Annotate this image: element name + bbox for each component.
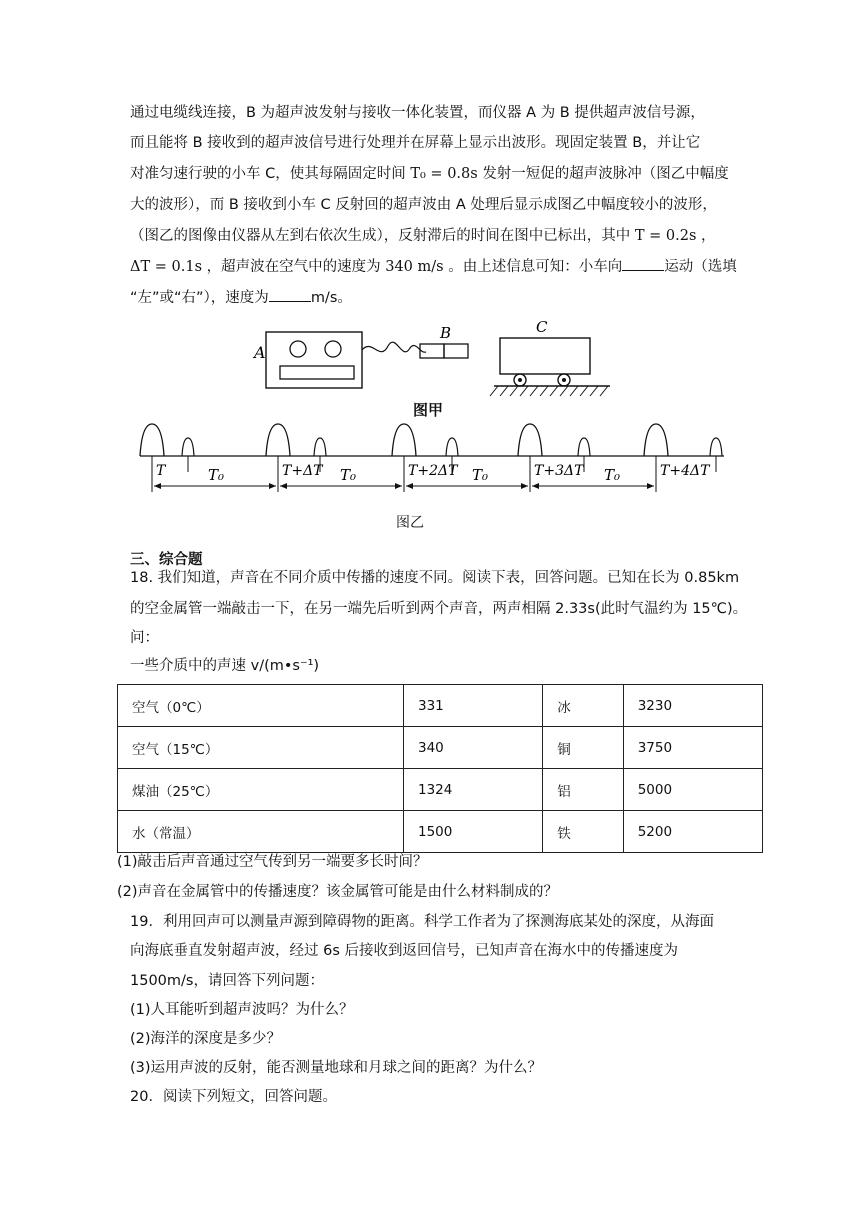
period-t0-formula: T₀ = 0.8s bbox=[410, 166, 478, 182]
intro-line-1: 通过电缆线连接，B 为超声波发射与接收一体化装置，而仪器 A 为 B 提供超声波信号源， bbox=[130, 105, 705, 121]
table-caption: 一些介质中的声速 v/(m•s⁻¹) bbox=[130, 658, 320, 674]
arrow-head-left bbox=[154, 483, 161, 489]
emitted-pulse bbox=[266, 424, 290, 456]
delay-label: T+ΔT bbox=[282, 463, 323, 479]
table-cell: 1324 bbox=[403, 769, 542, 811]
label-a: A bbox=[254, 343, 266, 362]
transducer-b-body bbox=[444, 344, 468, 358]
ground-hatching bbox=[490, 386, 608, 396]
q18-line-2: 的空金属管一端敲击一下，在另一端先后听到两个声音，两声相隔 2.33s(此时气温约为 15℃)。 bbox=[130, 601, 748, 617]
arrow-head-right bbox=[269, 483, 276, 489]
q18-line-3: 问： bbox=[130, 630, 159, 646]
arrow-head-right bbox=[647, 483, 654, 489]
intro-line-6 bbox=[130, 256, 737, 277]
table-row bbox=[118, 769, 763, 811]
intro-line-3-text-c: 发射一短促的超声波脉冲（图乙中幅度 bbox=[482, 166, 729, 182]
intro-line-7-text-a: “左”或“右”），速度为 bbox=[130, 290, 269, 306]
emitted-pulse bbox=[644, 424, 668, 456]
table-row bbox=[118, 727, 763, 769]
q20-line: 20．阅读下列短文，回答问题。 bbox=[130, 1089, 337, 1105]
transducer-b-head bbox=[420, 344, 444, 358]
t0-label: T₀ bbox=[340, 466, 357, 484]
label-c: C bbox=[536, 318, 548, 336]
table-cell: 3750 bbox=[623, 727, 762, 769]
table-cell: 水（常温） bbox=[118, 811, 404, 853]
sound-speed-table bbox=[117, 684, 763, 853]
q19-question-1: (1)人耳能听到超声波吗？为什么？ bbox=[130, 1002, 354, 1018]
intro-line-2: 而且能将 B 接收到的超声波信号进行处理并在屏幕上显示出波形。现固定装置 B，并让它 bbox=[130, 135, 701, 151]
figure-yi-waveform bbox=[130, 420, 730, 502]
intro-line-5-text-a: （图乙的图像由仪器从左到右依次生成），反射滞后的时间在图中已标出，其中 bbox=[130, 228, 631, 244]
table-cell: 冰 bbox=[543, 685, 623, 727]
intro-line-3 bbox=[130, 164, 729, 184]
q18-question-1: (1)敲击后声音通过空气传到另一端要多长时间？ bbox=[117, 854, 428, 870]
instrument-a-screen bbox=[280, 366, 354, 379]
table-cell: 铁 bbox=[543, 811, 623, 853]
intro-line-6-text-b: ，超声波在空气中的速度为 bbox=[206, 259, 381, 275]
arrow-head-right bbox=[521, 483, 528, 489]
arrow-head-right bbox=[395, 483, 402, 489]
instrument-a-knob-right bbox=[325, 341, 341, 357]
intro-line-4: 大的波形），而 B 接收到小车 C 反射回的超声波由 A 处理后显示成图乙中幅度较小的波形， bbox=[130, 197, 717, 213]
reflected-pulse bbox=[182, 438, 194, 456]
speed-answer-blank[interactable] bbox=[269, 287, 311, 302]
table-cell: 1500 bbox=[403, 811, 542, 853]
delay-label: T+3ΔT bbox=[534, 463, 584, 479]
arrow-head-left bbox=[532, 483, 539, 489]
emitted-pulse bbox=[518, 424, 542, 456]
instrument-a-knob-left bbox=[290, 341, 306, 357]
intro-line-3-text-a: 对准匀速行驶的小车 C，使其每隔固定时间 bbox=[130, 166, 406, 182]
q19-question-2: (2)海洋的深度是多少？ bbox=[130, 1031, 282, 1047]
reflected-pulse bbox=[578, 438, 590, 456]
reflected-pulse bbox=[446, 438, 458, 456]
q19-line-3: 1500m/s，请回答下列问题： bbox=[130, 973, 324, 989]
section-title: 三、综合题 bbox=[130, 552, 203, 568]
delay-label: T bbox=[156, 463, 166, 479]
q18-question-2: (2)声音在金属管中的传播速度？该金属管可能是由什么材料制成的？ bbox=[117, 884, 559, 900]
arrow-head-left bbox=[406, 483, 413, 489]
intro-line-5 bbox=[130, 226, 716, 246]
cart-c-body bbox=[500, 338, 590, 374]
t0-label: T₀ bbox=[208, 466, 225, 484]
delay-label: T+2ΔT bbox=[408, 463, 458, 479]
emitted-pulse bbox=[140, 424, 164, 456]
arrow-head-left bbox=[280, 483, 287, 489]
table-cell: 铝 bbox=[543, 769, 623, 811]
figure-jia-caption: 图甲 bbox=[413, 401, 444, 419]
table-cell: 空气（15℃） bbox=[118, 727, 404, 769]
table-row bbox=[118, 685, 763, 727]
reflected-pulse bbox=[314, 438, 326, 456]
cable bbox=[362, 342, 426, 352]
q18-line-1: 18. 我们知道，声音在不同介质中传播的速度不同。阅读下表，回答问题。已知在长为 0.85km bbox=[130, 570, 740, 586]
table-cell: 340 bbox=[403, 727, 542, 769]
delay-label: T+4ΔT bbox=[660, 463, 710, 479]
q19-line-2: 向海底垂直发射超声波，经过 6s 后接收到返回信号，已知声音在海水中的传播速度为 bbox=[130, 943, 678, 959]
table-row bbox=[118, 811, 763, 853]
intro-line-6-text-d: 。由上述信息可知：小车向 bbox=[448, 259, 623, 275]
t0-label: T₀ bbox=[472, 466, 489, 484]
table-cell: 3230 bbox=[623, 685, 762, 727]
emitted-pulse bbox=[392, 424, 416, 456]
sound-speed-value: 340 m/s bbox=[385, 259, 444, 275]
figure-jia-apparatus bbox=[240, 318, 640, 400]
intro-line-7 bbox=[130, 287, 352, 308]
table-cell: 空气（0℃） bbox=[118, 685, 404, 727]
t-formula: T = 0.2s bbox=[634, 228, 697, 244]
q19-question-3: (3)运用声波的反射，能否测量地球和月球之间的距离？为什么？ bbox=[130, 1060, 543, 1076]
label-b: B bbox=[440, 324, 452, 342]
table-cell: 331 bbox=[403, 685, 542, 727]
table-cell: 煤油（25℃） bbox=[118, 769, 404, 811]
t0-label: T₀ bbox=[604, 466, 621, 484]
direction-answer-blank[interactable] bbox=[622, 256, 664, 271]
reflected-pulse bbox=[710, 438, 722, 456]
table-cell: 铜 bbox=[543, 727, 623, 769]
table-cell: 5200 bbox=[623, 811, 762, 853]
table-cell: 5000 bbox=[623, 769, 762, 811]
figure-yi-caption: 图乙 bbox=[396, 515, 424, 531]
q19-line-1: 19．利用回声可以测量声源到障碍物的距离。科学工作者为了探测海底某处的深度，从海面 bbox=[130, 914, 714, 930]
delta-t-formula: ΔT = 0.1s bbox=[130, 259, 203, 275]
intro-line-5-text-c: ， bbox=[701, 228, 716, 244]
intro-line-7-text-b: m/s。 bbox=[310, 290, 352, 306]
intro-line-6-text-e: 运动（选填 bbox=[664, 259, 737, 275]
